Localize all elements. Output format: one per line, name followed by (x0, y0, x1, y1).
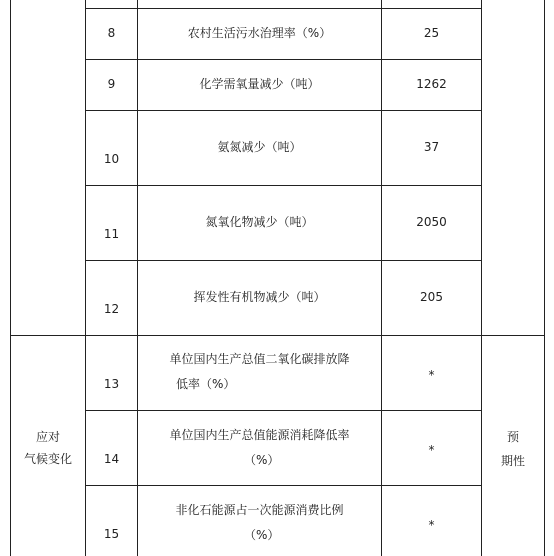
row-divider (10, 335, 544, 336)
indicator-name: 化学需氧量减少（吨） (199, 77, 320, 91)
indicator-name-line1: 单位国内生产总值能源消耗降低率 (169, 428, 350, 442)
row-divider (85, 110, 481, 111)
indicator-name-line2: （%） (244, 528, 280, 542)
indicator-value: * (428, 368, 435, 382)
indicator-type-line2: 期性 (500, 454, 525, 468)
row-number: 12 (103, 302, 120, 316)
table-border-right (544, 0, 545, 556)
row-divider (85, 185, 481, 186)
indicator-value: * (428, 443, 435, 457)
indicator-name-line1: 单位国内生产总值二氧化碳排放降 (169, 352, 350, 366)
row-number: 10 (103, 152, 120, 166)
row-divider (85, 59, 481, 60)
indicator-name-line2: （%） (244, 453, 280, 467)
indicator-value: 37 (423, 140, 440, 154)
column-divider (481, 0, 482, 556)
indicator-value: * (428, 518, 435, 532)
row-number: 8 (107, 26, 116, 40)
row-divider (85, 8, 481, 9)
row-divider (85, 485, 481, 486)
row-divider (85, 410, 481, 411)
indicator-name-line2: 低率（%） (176, 377, 236, 391)
row-number: 9 (107, 77, 116, 91)
indicator-value: 1262 (416, 77, 447, 91)
indicator-type-line1: 预 (506, 430, 519, 444)
indicator-name: 氮氧化物减少（吨） (205, 215, 314, 229)
row-number: 15 (103, 527, 120, 541)
table-border-left (10, 0, 11, 556)
category-label-line1: 应对 (35, 430, 60, 444)
indicator-name-line1: 非化石能源占一次能源消费比例 (175, 503, 344, 517)
row-divider (85, 260, 481, 261)
indicator-name: 氨氮减少（吨） (217, 140, 302, 154)
indicator-value: 2050 (416, 215, 447, 229)
indicator-value: 205 (420, 290, 443, 304)
row-number: 13 (103, 377, 120, 391)
row-number: 14 (103, 452, 120, 466)
indicator-name: 农村生活污水治理率（%） (187, 26, 332, 40)
indicator-value: 25 (423, 26, 440, 40)
indicator-name: 挥发性有机物减少（吨） (193, 290, 326, 304)
category-label-line2: 气候变化 (23, 452, 72, 466)
row-number: 11 (103, 227, 120, 241)
